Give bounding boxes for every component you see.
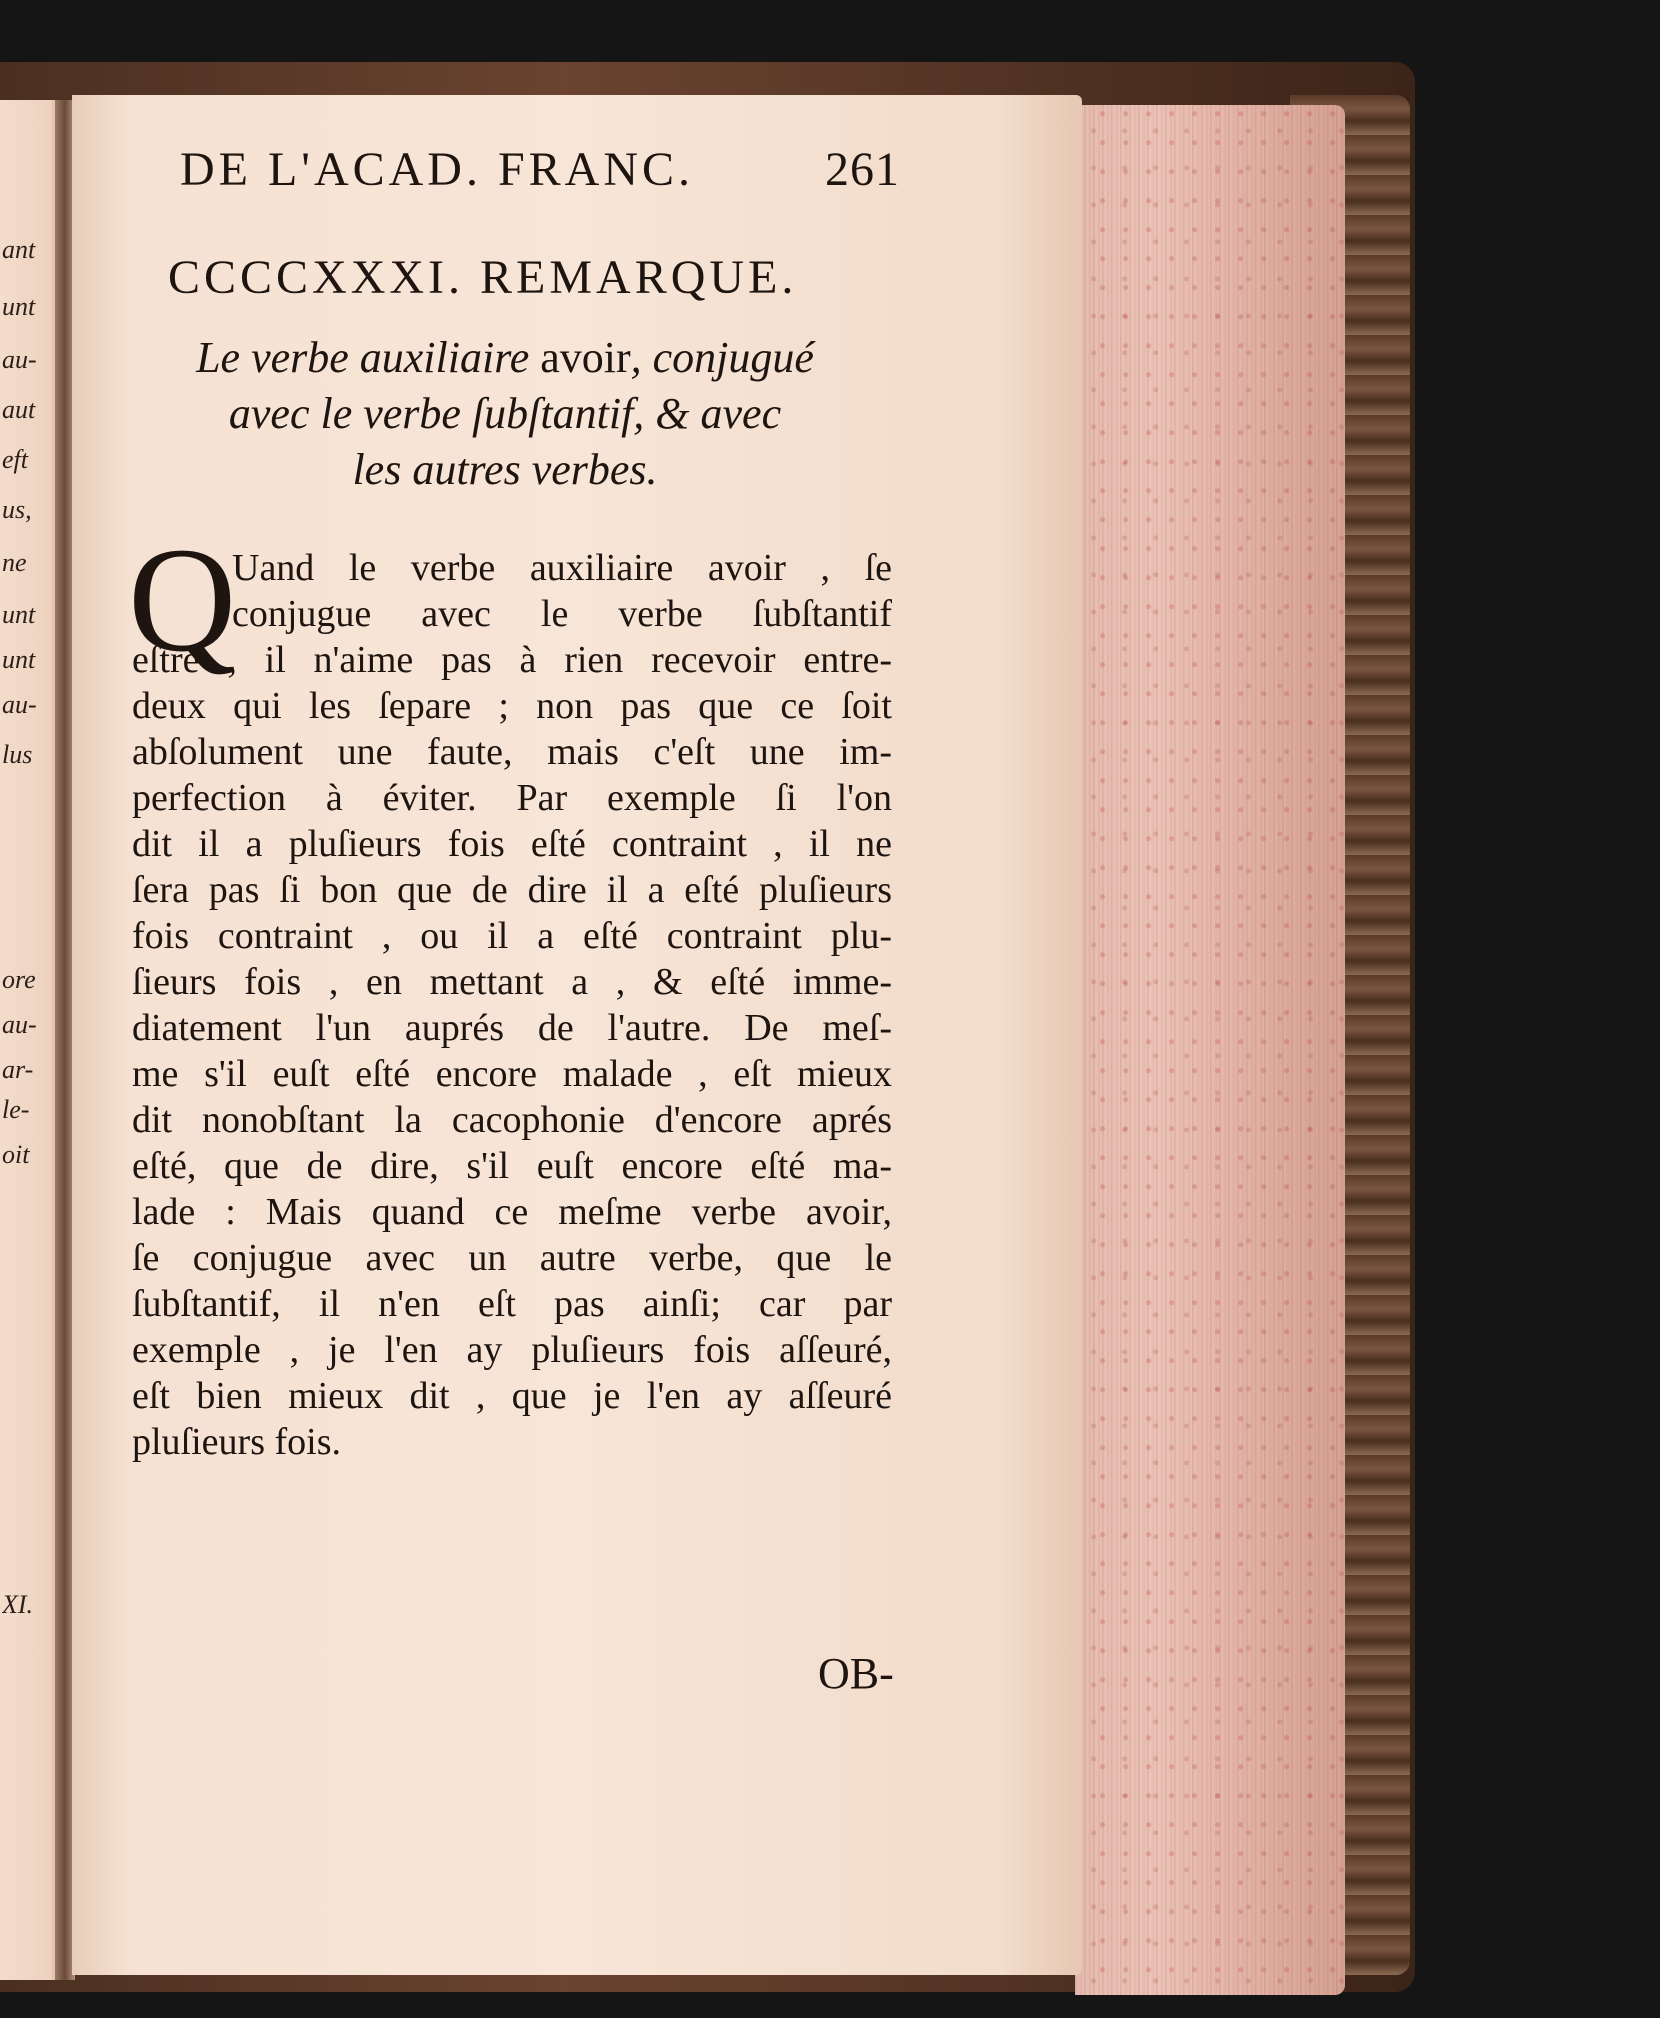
running-head-title: DE L'ACAD. FRANC. [180,143,695,196]
body-line: exemple , je l'en ay pluſieurs fois aſſeuré, [132,1329,892,1371]
left-page-fragment: au- [2,345,37,374]
left-page-strip [0,100,62,1980]
left-page-fragment: aut [2,395,36,424]
subtitle-line-1b: avoir [540,333,631,382]
left-page-fragment: eft [2,445,28,474]
body-line: eſté, que de dire, s'il euſt encore eſté ma- [132,1145,892,1187]
body-line: eſtre , il n'aime pas à rien recevoir entre- [132,639,892,681]
drop-cap: Q [128,517,237,683]
body-line: me s'il euſt eſté encore malade , eſt mieux [132,1053,892,1095]
running-header [180,142,900,202]
body-line: abſolument une faute, mais c'eſt une im- [132,731,892,773]
left-page-fragment: unt [2,645,36,674]
page-number: 261 [825,143,900,196]
left-page-fragment: oit [2,1140,30,1169]
body-line: ſera pas ſi bon que de dire il a eſté pluſieurs [132,869,892,911]
left-page-fragment: unt [2,292,36,321]
body-line: pluſieurs fois. [132,1421,341,1463]
body-line: eſt bien mieux dit , que je l'en ay aſſeuré [132,1375,892,1417]
left-page-fragment: unt [2,600,36,629]
body-line: conjugue avec le verbe ſubſtantif [232,593,892,635]
left-page-fragment: us, [2,495,32,524]
fore-edge-speckle [1075,105,1345,1995]
body-line: deux qui les ſepare ; non pas que ce ſoit [132,685,892,727]
body-line: ſubſtantif, il n'en eſt pas ainſi; car par [132,1283,892,1325]
body-line: perfection à éviter. Par exemple ſi l'on [132,777,892,819]
remark-subtitle [110,330,900,498]
subtitle-line-1a: Le verbe auxiliaire [196,333,541,382]
left-page-fragment: ore [2,965,36,994]
left-page-fragment: XI. [2,1590,34,1619]
body-line: fois contraint , ou il a eſté contraint plu- [132,915,892,957]
body-line: Uand le verbe auxiliaire avoir , ſe [232,547,892,589]
left-page-fragment: ne [2,548,27,577]
left-page-fragment: au- [2,1010,37,1039]
subtitle-line-3: les autres verbes. [352,445,658,494]
body-line: diatement l'un auprés de l'autre. De meſ- [132,1007,892,1049]
left-page-fragment: ar- [2,1055,34,1084]
catchword: OB- [818,1649,894,1698]
left-page-fragment: le- [2,1095,30,1124]
body-text [132,545,892,1465]
body-line: ſe conjugue avec un autre verbe, que le [132,1237,892,1279]
subtitle-line-1 [110,330,900,386]
body-line: dit nonobſtant la cacophonie d'encore aprés [132,1099,892,1141]
subtitle-line-1c: , conjugué [630,333,814,382]
left-page-fragment: au- [2,690,37,719]
left-page-fragment: ant [2,235,36,264]
subtitle-line-2: avec le verbe ſubſtantif, & avec [228,389,782,438]
body-line: ſieurs fois , en mettant a , & eſté imme- [132,961,892,1003]
remark-title: CCCCXXXI. REMARQUE. [168,251,798,304]
body-line: dit il a pluſieurs fois eſté contraint , il ne [132,823,892,865]
body-line: lade : Mais quand ce meſme verbe avoir, [132,1191,892,1233]
left-page-fragment: lus [2,740,33,769]
